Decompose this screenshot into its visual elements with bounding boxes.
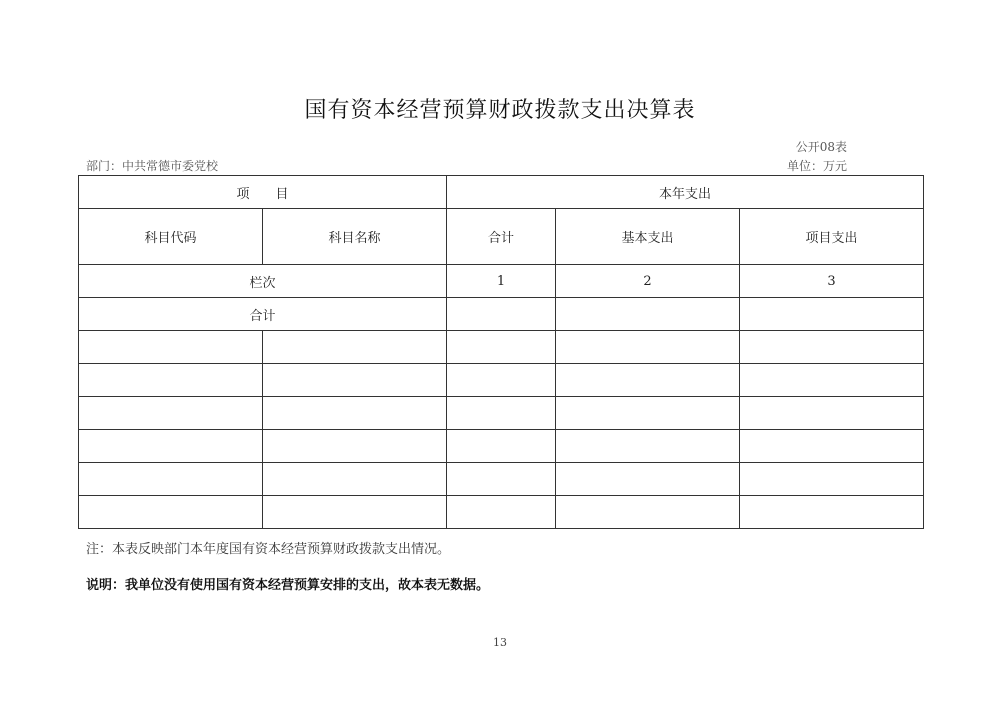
col-header-name: 科目名称 bbox=[263, 209, 447, 265]
col-header-basic: 基本支出 bbox=[556, 209, 740, 265]
cell-project bbox=[740, 430, 924, 463]
col-header-code: 科目代码 bbox=[79, 209, 263, 265]
cell-name bbox=[263, 463, 447, 496]
cell-total bbox=[447, 430, 556, 463]
cell-code bbox=[79, 364, 263, 397]
cell-project bbox=[740, 331, 924, 364]
cell-project bbox=[740, 397, 924, 430]
total-project-cell bbox=[740, 298, 924, 331]
cell-project bbox=[740, 463, 924, 496]
table-row bbox=[79, 430, 924, 463]
table-row bbox=[79, 364, 924, 397]
explanation-text: 说明：我单位没有使用国有资本经营预算安排的支出，故本表无数据。 bbox=[86, 578, 490, 593]
footnote: 注：本表反映部门本年度国有资本经营预算财政拨款支出情况。 bbox=[86, 542, 451, 557]
table-row bbox=[79, 397, 924, 430]
header-row-2 bbox=[79, 209, 924, 265]
header-item: 项 目 bbox=[79, 176, 447, 209]
cell-project bbox=[740, 364, 924, 397]
table-row bbox=[79, 463, 924, 496]
col-header-project: 项目支出 bbox=[740, 209, 924, 265]
cell-code bbox=[79, 331, 263, 364]
header-expense: 本年支出 bbox=[447, 176, 924, 209]
header-row-1 bbox=[79, 176, 924, 209]
page-title: 国有资本经营预算财政拨款支出决算表 bbox=[304, 98, 696, 123]
cell-project bbox=[740, 496, 924, 529]
row-total-label: 合计 bbox=[79, 298, 447, 331]
table-number: 公开08表 bbox=[795, 140, 847, 154]
total-basic-cell bbox=[556, 298, 740, 331]
cell-total bbox=[447, 364, 556, 397]
cell-basic bbox=[556, 496, 740, 529]
col-index-3: 3 bbox=[740, 265, 924, 298]
col-index-2: 2 bbox=[556, 265, 740, 298]
unit-label: 单位：万元 bbox=[786, 159, 847, 173]
cell-total bbox=[447, 463, 556, 496]
cell-code bbox=[79, 496, 263, 529]
cell-basic bbox=[556, 430, 740, 463]
col-index-1: 1 bbox=[447, 265, 556, 298]
cell-code bbox=[79, 430, 263, 463]
cell-name bbox=[263, 364, 447, 397]
cell-basic bbox=[556, 397, 740, 430]
cell-name bbox=[263, 430, 447, 463]
cell-basic bbox=[556, 364, 740, 397]
col-header-total: 合计 bbox=[447, 209, 556, 265]
cell-name bbox=[263, 331, 447, 364]
total-row bbox=[79, 298, 924, 331]
budget-table bbox=[78, 175, 924, 529]
department-label: 部门：中共常德市委党校 bbox=[86, 159, 219, 173]
cell-total bbox=[447, 397, 556, 430]
cell-code bbox=[79, 397, 263, 430]
cell-basic bbox=[556, 463, 740, 496]
total-cell bbox=[447, 298, 556, 331]
cell-total bbox=[447, 496, 556, 529]
cell-code bbox=[79, 463, 263, 496]
cell-name bbox=[263, 397, 447, 430]
page-number: 13 bbox=[493, 636, 507, 649]
table-row bbox=[79, 496, 924, 529]
table-row bbox=[79, 331, 924, 364]
cell-basic bbox=[556, 331, 740, 364]
cell-name bbox=[263, 496, 447, 529]
cell-total bbox=[447, 331, 556, 364]
row-index-label: 栏次 bbox=[79, 265, 447, 298]
index-row bbox=[79, 265, 924, 298]
